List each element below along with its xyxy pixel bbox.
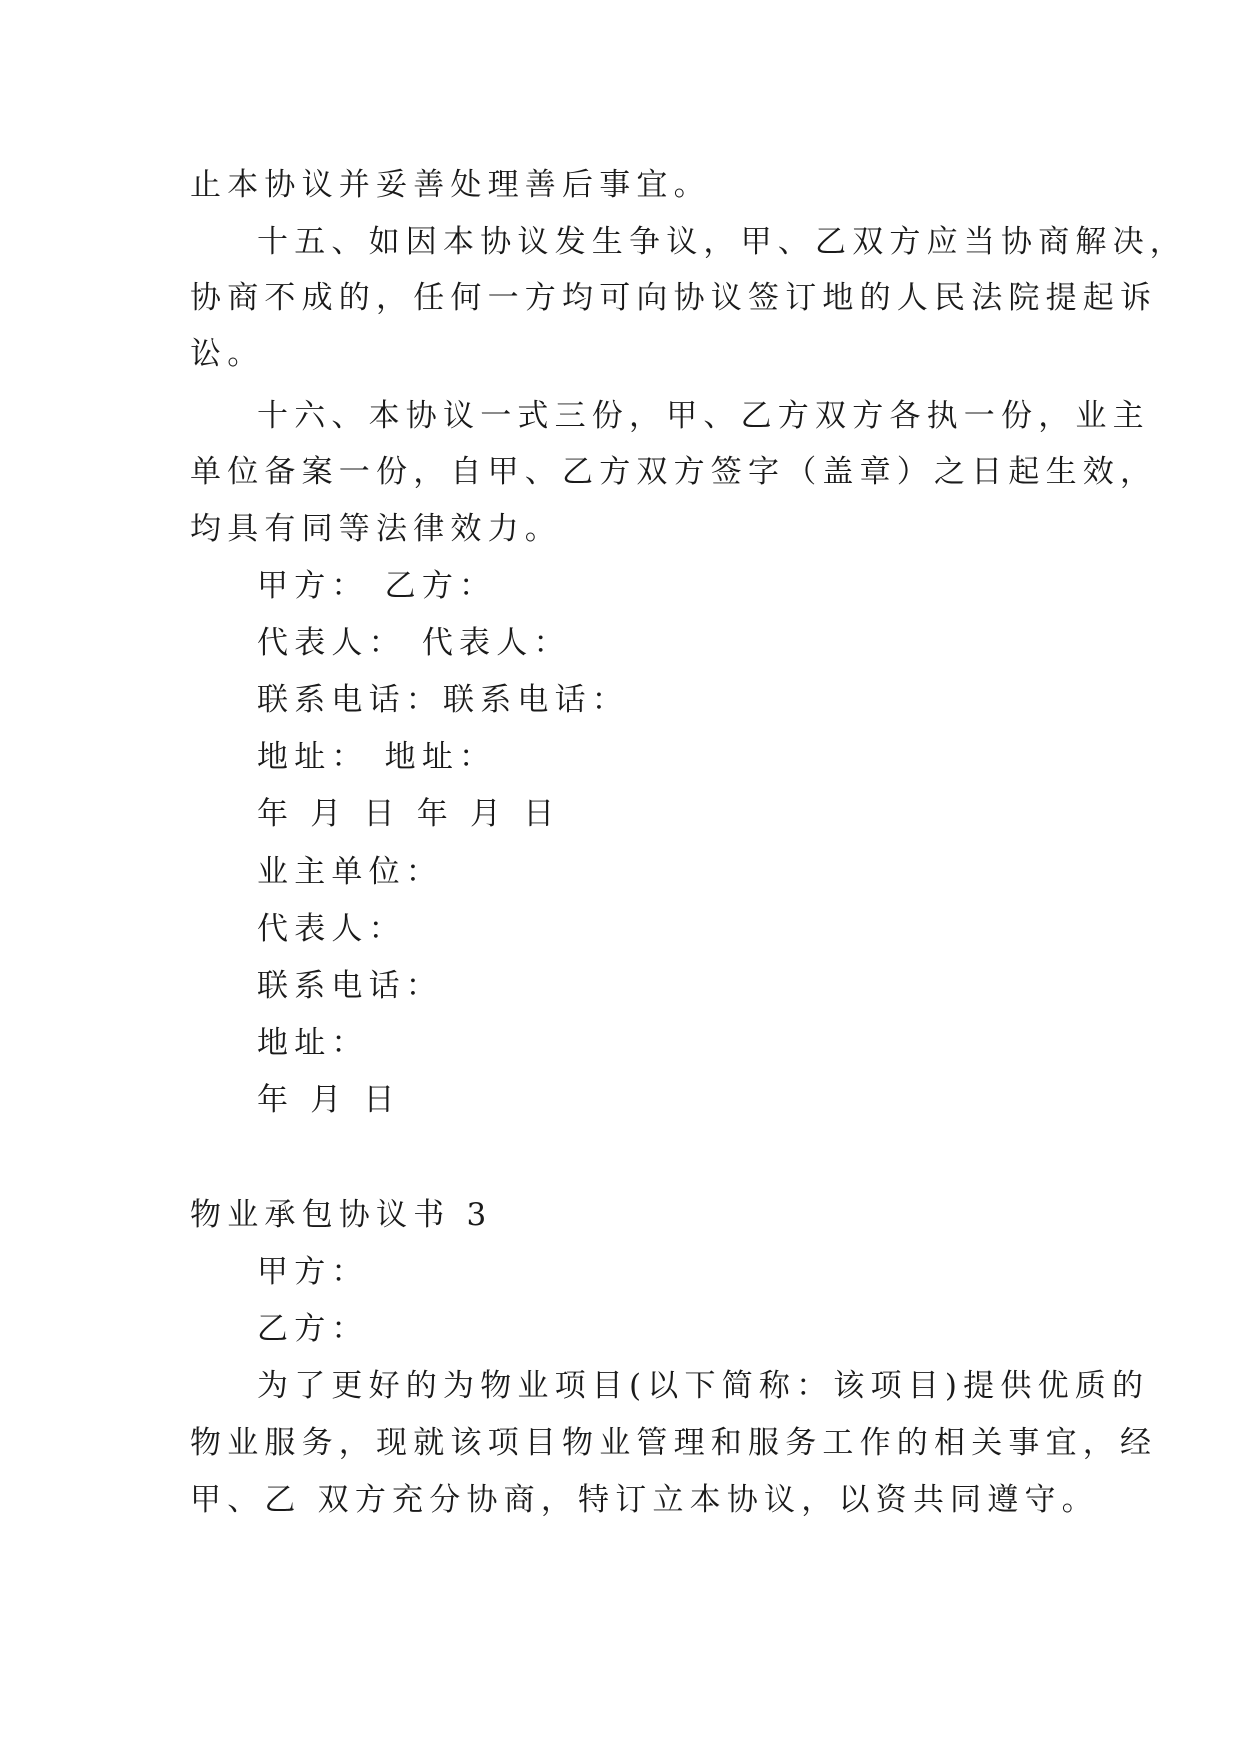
doc3-party-b: 乙方： (257, 1311, 369, 1347)
clause-16-line-3: 均具有同等法律效力。 (190, 511, 562, 547)
signature-party-a-b: 甲方： 乙方： (257, 568, 497, 604)
owner-phone-label: 联系电话： (257, 968, 443, 1004)
clause-16-line-1: 十六、本协议一式三份，甲、乙方双方各执一份，业主 (257, 398, 1150, 434)
owner-unit-label: 业主单位： (257, 854, 443, 890)
owner-address-label: 地址： (257, 1025, 369, 1061)
clause-15-line-1: 十五、如因本协议发生争议，甲、乙双方应当协商解决， (257, 224, 1187, 260)
paragraph-14-end: 止本协议并妥善处理善后事宜。 (190, 167, 711, 203)
owner-date-label: 年 月 日 (257, 1082, 401, 1118)
clause-15-line-2: 协商不成的，任何一方均可向协议签订地的人民法院提起诉 (190, 280, 1158, 316)
doc3-preamble-line-1: 为了更好的为物业项目(以下简称：该项目)提供优质的 (257, 1368, 1150, 1404)
signature-addresses: 地址： 地址： (257, 739, 497, 775)
owner-representative-label: 代表人： (257, 911, 406, 947)
doc3-preamble-line-2: 物业服务，现就该项目物业管理和服务工作的相关事宜，经 (190, 1425, 1158, 1461)
signature-phones: 联系电话：联系电话： (257, 682, 629, 718)
signature-dates: 年 月 日 年 月 日 (257, 796, 561, 832)
document-3-title: 物业承包协议书 3 (190, 1197, 493, 1233)
clause-16-line-2: 单位备案一份，自甲、乙方双方签字（盖章）之日起生效， (190, 454, 1158, 490)
signature-representatives: 代表人： 代表人： (257, 625, 571, 661)
doc3-party-a: 甲方： (257, 1254, 369, 1290)
clause-15-line-3: 讼。 (190, 336, 265, 372)
doc3-preamble-line-3: 甲、乙 双方充分协商，特订立本协议，以资共同遵守。 (190, 1482, 1099, 1518)
